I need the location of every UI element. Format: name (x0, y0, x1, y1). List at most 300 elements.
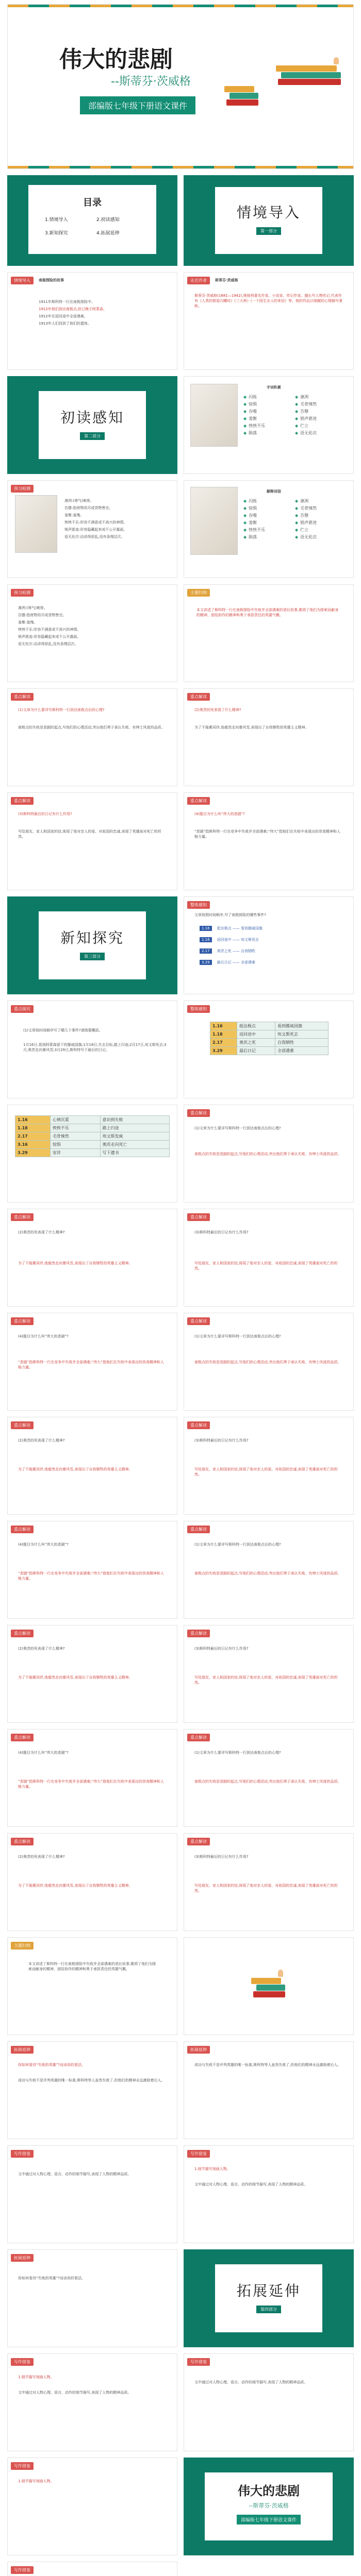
word-text: 闪烁 (249, 395, 257, 399)
toc-panel (28, 185, 156, 254)
word-item (243, 423, 265, 429)
word-text: 语无伦次 (300, 431, 317, 435)
section-new-knowledge-title: 新知探究 (60, 929, 124, 946)
list-item: 告罄:指财物用尽或货物售完。 (64, 506, 113, 510)
word-item (243, 416, 257, 421)
tree-event: 奥茨之死 —— 自我牺牲 (217, 949, 256, 953)
analysis-b1-q: (2)奥茨的死表现了什么精神? (18, 1230, 65, 1234)
list-item: 羞惭:羞愧。 (64, 513, 84, 517)
analysis-c2-q: (1)文章为什么要详写斯科特一行到达南极点后的心理? (194, 1334, 281, 1338)
bullet-icon: ◆ (243, 535, 247, 539)
analysis-four-a: “悲剧”指斯科特一行在竞争中失败并全部遇难;“伟大”指他们在失败中表现出的崇高精神和人格力量。 (194, 829, 340, 839)
table-cell: 2.17 (210, 1039, 237, 1047)
list-item: 羞惭:羞愧。 (18, 620, 38, 624)
analysis-f1-q: (2)奥茨的死表现了什么精神? (18, 1647, 65, 1651)
word-text: 羞惭 (249, 520, 257, 525)
word-text: 凛冽 (300, 499, 309, 503)
analysis-e1-slide[interactable] (7, 1521, 177, 1619)
table-cell: 1.18 (210, 1030, 237, 1039)
word-item (295, 394, 308, 400)
section-first-read-title: 初读感知 (60, 409, 124, 426)
analysis-e2-tag: 重点解读 (187, 1526, 210, 1533)
end-author: --斯蒂芬·茨威格 (249, 2502, 289, 2509)
word-item (243, 534, 257, 540)
toc-item-3[interactable]: 3.新知探究 (45, 231, 68, 236)
extend1b-slide[interactable] (184, 2041, 354, 2139)
word-item (243, 505, 257, 511)
analysis-g2-slide[interactable] (184, 1729, 354, 1827)
word-text: 陨落 (249, 535, 257, 539)
analysis-h1-tag: 重点解读 (11, 1838, 34, 1845)
table-cell: 踏上归途 (100, 1124, 169, 1132)
analysis-two-slide[interactable] (184, 688, 354, 786)
analysis-f1-slide[interactable] (7, 1625, 177, 1723)
words1-slide[interactable] (184, 376, 354, 474)
table-cell: 看到挪威国旗 (275, 1022, 329, 1030)
intro-line-4: 1913年人们找到了他们的遗体。 (39, 321, 91, 326)
word-text: 凛冽 (300, 395, 309, 399)
list-item: 销声匿迹:形容隐藏起来或不公开露面。 (64, 528, 127, 532)
analysis-f1-a: 为了不拖累同伴,他毅然走向暴风雪,表现出了自我牺牲的英雄主义精神。 (18, 1675, 133, 1680)
extend2b-a: 文中通过对人物心理、语言、动作的细节描写,表现了人物的精神品质。 (194, 2182, 308, 2187)
extend-art-slide[interactable] (7, 2249, 177, 2347)
explore-q2-slide[interactable] (184, 1105, 354, 1202)
bullet-icon: ◆ (295, 423, 299, 428)
explore-q1-q: (1)文章按时间顺序写了哪几个事件?请简要概括。 (23, 1028, 103, 1032)
analysis-b2-slide[interactable] (184, 1209, 354, 1307)
exercise-slide[interactable] (7, 584, 177, 682)
word-text: 毛骨悚然 (300, 402, 317, 406)
bullet-icon: ◆ (295, 506, 299, 511)
cover-top-stripe (8, 5, 353, 7)
analysis-g1-tag: 重点解读 (11, 1734, 34, 1741)
analysis-g2-a: 南极点的失败是悲剧的起点,写他们的心理活动,突出他们勇于承认失败、有绅士风度的品质。 (194, 1780, 341, 1784)
section-extension-slide[interactable] (184, 2249, 354, 2347)
analysis-c1-q: (4)题目为什么叫“伟大的悲剧”? (18, 1334, 69, 1338)
table-cell: 抵达极点 (237, 1022, 275, 1030)
analysis-h1-a: 为了不拖累同伴,他毅然走向暴风雪,表现出了自我牺牲的英雄主义精神。 (18, 1884, 133, 1888)
bullet-icon: ◆ (295, 535, 299, 539)
tree-event: 返回途中 —— 埃文斯死去 (217, 938, 259, 942)
cover-slide[interactable] (7, 4, 354, 169)
write-b-slide[interactable] (184, 2353, 354, 2451)
analysis-three-a: 写给朋友、家人和国家的信,体现了他对亲人的爱、对祖国的忠诚,表现了英雄面对死亡的坦然。 (18, 829, 161, 839)
analysis-f1-tag: 重点解读 (11, 1630, 34, 1637)
section-intro-title: 情境导入 (236, 204, 301, 221)
table-cell: 奥茨走向死亡 (100, 1141, 169, 1149)
bullet-icon: ◆ (295, 520, 299, 525)
tree-event: 抵达极点 —— 看到挪威国旗 (217, 926, 263, 930)
word-text: 毛骨悚然 (300, 506, 317, 511)
toc-item-2[interactable]: 2.初读感知 (96, 217, 120, 223)
analysis-c1-a: “悲剧”指斯科特一行在竞争中失败并全部遇难;“伟大”指他们在失败中表现出的崇高精神和人格力量。 (18, 1360, 164, 1369)
summary-art-slide[interactable] (184, 1937, 354, 2035)
analysis-f2-tag: 重点解读 (187, 1630, 210, 1637)
author-slide[interactable] (184, 272, 354, 370)
explore-q1-slide[interactable] (7, 1001, 177, 1098)
word-item (295, 430, 317, 436)
bullet-icon: ◆ (243, 528, 247, 532)
table-cell: 最后日记 (237, 1047, 275, 1055)
explore-q1-tag: 重点探究 (11, 1005, 34, 1013)
bullet-icon: ◆ (295, 431, 299, 435)
list-item: 语无伦次:话讲得很乱,没有条理层次。 (18, 642, 78, 646)
analysis-c1-slide[interactable] (7, 1313, 177, 1411)
analysis-d2-a: 写给朋友、家人和国家的信,体现了他对亲人的爱、对祖国的忠诚,表现了英雄面对死亡的坦然。 (194, 1467, 338, 1477)
analysis-b2-tag: 重点解读 (187, 1213, 210, 1221)
write-q: 1.细节描写刻画人物。 (18, 2375, 54, 2379)
exercise-list (18, 605, 168, 649)
explore-main-table (210, 1022, 329, 1055)
table-cell: 自我牺牲 (275, 1039, 329, 1047)
write-c-slide[interactable] (7, 2458, 177, 2555)
word-item (295, 409, 308, 414)
write-b-tag: 写作借鉴 (187, 2358, 210, 2366)
analysis-c2-tag: 重点解读 (187, 1317, 210, 1325)
author-tag: 走近作者 (187, 277, 210, 284)
words3-book-image (190, 487, 238, 555)
word-item (243, 409, 257, 414)
section-first-read-panel (39, 391, 146, 459)
explore-table (15, 1115, 170, 1157)
words3-slide[interactable] (184, 480, 354, 578)
summary-slide[interactable] (7, 1937, 177, 2035)
tree-date: 2.17 (200, 948, 212, 954)
summary-text: 本文讲述了斯科特一行在南极探险中失败并全部遇难的悲壮故事,歌颂了他们为探索而献身的精神、团结协作的精神和勇于承担责任的英雄气概。 (28, 1962, 156, 1971)
table-row (210, 1047, 329, 1055)
word-item (295, 534, 317, 540)
intro-line-2: 1912年他们到达南极点,但已晚于阿蒙森。 (39, 307, 107, 311)
word-text: 告罄 (300, 409, 309, 414)
table-cell: 2.17 (15, 1132, 51, 1141)
explore-main-tag: 整体感知 (187, 1005, 210, 1013)
word-item (243, 498, 257, 504)
analysis-c2-slide[interactable] (184, 1313, 354, 1411)
analysis-four-q: (4)题目为什么叫“伟大的悲剧”? (194, 812, 245, 816)
summary-tag: 主题归纳 (11, 1942, 34, 1950)
analysis-list-a: 南极点的失败是悲剧的起点,写他们的心理活动,突出他们勇于承认失败、有绅士风度的品质。 (18, 725, 165, 730)
table-row (15, 1149, 170, 1157)
analysis-d1-q: (2)奥茨的死表现了什么精神? (18, 1438, 65, 1443)
analysis-b2-q: (3)斯科特最后的日记有什么作用? (194, 1230, 249, 1234)
analysis-h1-q: (2)奥茨的死表现了什么精神? (18, 1855, 65, 1859)
table-cell: 1.16 (210, 1022, 237, 1030)
analysis-two-tag: 重点解读 (187, 693, 210, 701)
extend2-slide[interactable] (7, 2145, 177, 2243)
word-item (243, 520, 257, 526)
table-cell: 安详 (50, 1149, 100, 1157)
word-text: 语无伦次 (300, 535, 317, 539)
table-row (15, 1141, 170, 1149)
section-intro-panel (215, 187, 322, 254)
explore-q2-a: 南极点的失败是悲剧的起点,写他们的心理活动,突出他们勇于承认失败、有绅士风度的品质。 (194, 1152, 341, 1156)
bullet-icon: ◆ (243, 499, 247, 503)
word-item (243, 430, 257, 436)
word-text: 销声匿迹 (300, 520, 317, 525)
analysis-g1-q: (4)题目为什么叫“伟大的悲剧”? (18, 1751, 69, 1755)
word-text: 告罄 (300, 513, 309, 518)
words1-heading: 字词积累 (267, 385, 281, 389)
write-d-slide[interactable] (7, 2562, 177, 2576)
word-text: 惊惧 (249, 402, 257, 406)
theme-slide[interactable] (184, 584, 354, 682)
write-c-q: 1.细节描写刻画人物。 (18, 2479, 54, 2483)
bullet-icon: ◆ (243, 402, 247, 406)
write-tag: 写作借鉴 (11, 2358, 34, 2366)
analysis-c1-tag: 重点解读 (11, 1317, 34, 1325)
section-intro-slide[interactable] (184, 175, 354, 266)
list-item: 怏怏不乐:形容不满意或不高兴的神情。 (18, 628, 81, 632)
table-row (210, 1030, 329, 1039)
word-text: 怏怏不乐 (249, 528, 266, 532)
cover-books-illustration (276, 25, 343, 87)
analysis-list-tag: 重点解读 (11, 693, 34, 701)
analysis-three-q: (3)斯科特最后的日记有什么作用? (18, 812, 72, 816)
analysis-h2-tag: 重点解读 (187, 1838, 210, 1845)
analysis-three-tag: 重点解读 (11, 797, 34, 805)
explore-tree-heading: 文章按照时间顺序,写了南极探险的哪些事件? (194, 913, 266, 917)
analysis-f2-q: (3)斯科特最后的日记有什么作用? (194, 1647, 249, 1651)
word-text: 销声匿迹 (300, 416, 317, 421)
word-item (295, 513, 308, 518)
bullet-icon: ◆ (243, 423, 247, 428)
tree-node (200, 937, 259, 942)
tree-node (200, 926, 262, 931)
extend1-a: 成功与失败不是评判英雄的唯一标准,斯科特等人虽然失败了,但他们的精神永远激励着后人。 (18, 2078, 165, 2082)
analysis-g1-slide[interactable] (7, 1729, 177, 1827)
table-cell: 怏怏不乐 (50, 1124, 100, 1132)
tree-date: 3.29 (200, 960, 212, 965)
list-item: 凛冽:(寒气)刺骨。 (18, 606, 47, 610)
write-d-tag: 写作借鉴 (11, 2566, 34, 2574)
analysis-f2-slide[interactable] (184, 1625, 354, 1723)
bullet-icon: ◆ (243, 520, 247, 525)
table-cell: 写下遗书 (100, 1149, 169, 1157)
extend1b-tag: 拓展延伸 (187, 2046, 210, 2054)
analysis-e2-q: (1)文章为什么要详写斯科特一行到达南极点后的心理? (194, 1543, 281, 1547)
exercise-tag: 预习检测 (11, 589, 34, 597)
word-item (243, 527, 265, 533)
bullet-icon: ◆ (243, 506, 247, 511)
intro-tag: 情境导入 (11, 277, 34, 284)
words2-slide[interactable] (7, 480, 177, 578)
table-cell: 意识到失败 (100, 1116, 169, 1124)
word-text: 伫立 (300, 528, 309, 532)
bullet-icon: ◆ (295, 395, 299, 399)
word-item (295, 505, 317, 511)
analysis-d2-slide[interactable] (184, 1417, 354, 1515)
words1-book-image (190, 384, 238, 447)
analysis-e1-tag: 重点解读 (11, 1526, 34, 1533)
list-item: 怏怏不乐:形容不满意或不高兴的神情。 (64, 520, 127, 524)
analysis-c2-a: 南极点的失败是悲剧的起点,写他们的心理活动,突出他们勇于承认失败、有绅士风度的品质。 (194, 1360, 341, 1364)
table-row (15, 1116, 170, 1124)
word-text: 惊惧 (249, 506, 257, 511)
section-intro-sub: 第一部分 (256, 227, 281, 235)
word-text: 闪烁 (249, 499, 257, 503)
words2-tag: 预习检测 (11, 485, 34, 493)
intro-line-1: 1911年斯科特一行在南极探险中。 (39, 300, 95, 304)
extend2-a: 文中通过对人物心理、语言、动作的细节描写,表现了人物的精神品质。 (18, 2172, 132, 2176)
analysis-d1-slide[interactable] (7, 1417, 177, 1515)
analysis-e2-slide[interactable] (184, 1521, 354, 1619)
list-item: 告罄:指财物用尽或货物售完。 (18, 613, 67, 617)
intro-text-slide[interactable] (7, 272, 177, 370)
extend1-tag: 拓展延伸 (11, 2046, 34, 2054)
explore-q2-tag: 重点解读 (187, 1109, 210, 1117)
section-extension-title: 拓展延伸 (236, 2282, 301, 2299)
analysis-list-slide[interactable] (7, 688, 177, 786)
bullet-icon: ◆ (243, 431, 247, 435)
bullet-icon: ◆ (243, 513, 247, 518)
analysis-e1-q: (4)题目为什么叫“伟大的悲剧”? (18, 1543, 69, 1547)
word-text: 羞惭 (249, 416, 257, 421)
tree-node (200, 948, 255, 954)
explore-q1-a: 1月16日,看到阿蒙森留下的挪威国旗;1月18日,失去目标,踏上归途;2月17日,埃文斯死去;3月,奥茨走向暴风雪;3月29日,斯科特写下最后的日记。 (23, 1043, 167, 1052)
list-item: 语无伦次:话讲得很乱,没有条理层次。 (64, 535, 125, 539)
table-row (210, 1022, 329, 1030)
table-row (210, 1039, 329, 1047)
table-cell: 毛骨悚然 (50, 1132, 100, 1141)
word-item (295, 423, 308, 429)
analysis-b1-slide[interactable] (7, 1209, 177, 1307)
word-text: 怏怏不乐 (249, 423, 266, 428)
analysis-h2-slide[interactable] (184, 1833, 354, 1931)
bullet-icon: ◆ (295, 402, 299, 406)
section-new-knowledge-panel (39, 911, 146, 979)
author-text: 斯蒂芬·茨威格(1881—1942),奥地利著名作家、小说家、传记作家。擅长写人物传记,代表作有《人类的群星闪耀时》《三大师》《一个陌生女人的来信》等。他的作品以细腻的心理描写著称。 (194, 294, 342, 308)
write-c-tag: 写作借鉴 (11, 2462, 34, 2470)
analysis-b1-a: 为了不拖累同伴,他毅然走向暴风雪,表现出了自我牺牲的英雄主义精神。 (18, 1261, 133, 1265)
cover-books-small (224, 77, 260, 108)
extend2b-slide[interactable] (184, 2145, 354, 2243)
write-a: 文中通过对人物心理、语言、动作的细节描写,表现了人物的精神品质。 (18, 2391, 132, 2395)
table-cell: 1.16 (15, 1116, 51, 1124)
toc-item-4[interactable]: 4.拓展延伸 (96, 231, 120, 236)
write-slide[interactable] (7, 2353, 177, 2451)
analysis-four-slide[interactable] (184, 792, 354, 890)
analysis-list-q: (1)文章为什么要详写斯科特一行到达南极点后的心理? (18, 708, 105, 712)
analysis-two-q: (2)奥茨的死表现了什么精神? (194, 708, 241, 712)
toc-title: 目录 (83, 197, 102, 208)
word-item (295, 416, 317, 421)
analysis-two-a: 为了不拖累同伴,他毅然走向暴风雪,表现出了自我牺牲的英雄主义精神。 (194, 725, 309, 730)
analysis-g1-a: “悲剧”指斯科特一行在竞争中失败并全部遇难;“伟大”指他们在失败中表现出的崇高精神和人格力量。 (18, 1780, 164, 1789)
table-row (15, 1124, 170, 1132)
analysis-h1-slide[interactable] (7, 1833, 177, 1931)
bullet-icon: ◆ (243, 416, 247, 421)
tree-date: 1.18 (200, 937, 212, 942)
tree-event: 最后日记 —— 全部遇难 (217, 960, 256, 964)
list-item: 销声匿迹:形容隐藏起来或不公开露面。 (18, 635, 81, 639)
bullet-icon: ◆ (295, 409, 299, 414)
intro-heading: 南极探险的故事 (39, 278, 64, 282)
explore-q2-q: (1)文章为什么要详写斯科特一行到达南极点后的心理? (194, 1126, 281, 1130)
explore-tree-tag: 整体感知 (187, 901, 210, 909)
table-cell: 3.29 (15, 1149, 51, 1157)
bullet-icon: ◆ (295, 416, 299, 421)
extend1-slide[interactable] (7, 2041, 177, 2139)
analysis-e1-a: “悲剧”指斯科特一行在竞争中失败并全部遇难;“伟大”指他们在失败中表现出的崇高精神和人格力量。 (18, 1571, 164, 1581)
extend-art-a: 你如何看待“失败的英雄”?谈谈你的看法。 (18, 2276, 85, 2280)
analysis-b2-a: 写给朋友、家人和国家的信,体现了他对亲人的爱、对祖国的忠诚,表现了英雄面对死亡的坦然。 (194, 1261, 338, 1270)
end-title: 伟大的悲剧 (238, 2484, 300, 2498)
words3-heading: 解释词语 (267, 489, 281, 494)
explore-main-table-slide[interactable] (184, 1001, 354, 1098)
author-heading: 斯蒂芬·茨威格 (215, 278, 238, 282)
end-edition: 部编版七年级下册语文课件 (237, 2515, 301, 2524)
word-item (295, 520, 317, 526)
word-text: 吞噬 (249, 513, 257, 518)
explore-tree-slide[interactable] (184, 896, 354, 994)
table-cell: 返回途中 (237, 1030, 275, 1039)
table-cell: 3.29 (210, 1047, 237, 1055)
extend1-q: 你如何看待“失败的英雄”?谈谈你的看法。 (18, 2063, 85, 2067)
analysis-d2-q: (3)斯科特最后的日记有什么作用? (194, 1438, 249, 1443)
cover-author: --斯蒂芬·茨威格 (111, 75, 191, 88)
cover-bottom-stripe (8, 166, 353, 168)
bullet-icon: ◆ (243, 395, 247, 399)
section-first-read-slide[interactable] (7, 376, 177, 474)
cover-edition: 部编版七年级下册语文课件 (80, 96, 195, 114)
tree-node (200, 960, 255, 965)
toc-slide[interactable] (7, 175, 177, 266)
bullet-icon: ◆ (295, 499, 299, 503)
summary-books-illustration (251, 1969, 287, 1999)
section-extension-panel (215, 2264, 322, 2332)
theme-tag: 主题归纳 (187, 589, 210, 597)
word-item (243, 394, 257, 400)
analysis-d2-tag: 重点解读 (187, 1421, 210, 1429)
section-first-read-sub: 第二部分 (80, 432, 105, 440)
list-item: 凛冽:(寒气)刺骨。 (64, 499, 94, 503)
analysis-g2-tag: 重点解读 (187, 1734, 210, 1741)
explore-table-slide[interactable] (7, 1105, 177, 1202)
table-cell: 惊惧 (50, 1141, 100, 1149)
analysis-h2-q: (3)斯科特最后的日记有什么作用? (194, 1855, 249, 1859)
word-item (295, 401, 317, 407)
words2-book-image (15, 495, 57, 553)
section-extension-sub: 第四部分 (256, 2306, 281, 2313)
word-item (243, 401, 257, 407)
analysis-b1-tag: 重点解读 (11, 1213, 34, 1221)
analysis-e2-a: 南极点的失败是悲剧的起点,写他们的心理活动,突出他们勇于承认失败、有绅士风度的品质。 (194, 1571, 341, 1575)
word-item (295, 527, 308, 533)
section-new-knowledge-slide[interactable] (7, 896, 177, 994)
word-text: 吞噬 (249, 409, 257, 414)
words2-list (64, 498, 173, 541)
word-item (295, 498, 308, 504)
analysis-four-tag: 重点解读 (187, 797, 210, 805)
word-item (243, 513, 257, 518)
section-new-knowledge-sub: 第三部分 (80, 953, 105, 960)
table-cell: 心情沉重 (50, 1116, 100, 1124)
toc-item-1[interactable]: 1.情境导入 (45, 217, 68, 223)
table-row (15, 1132, 170, 1141)
analysis-three-slide[interactable] (7, 792, 177, 890)
end-slide[interactable] (184, 2458, 354, 2555)
write-b-a: 文中通过对人物心理、语言、动作的细节描写,表现了人物的精神品质。 (194, 2380, 308, 2384)
analysis-d1-tag: 重点解读 (11, 1421, 34, 1429)
extend2b-tag: 写作借鉴 (187, 2150, 210, 2158)
bullet-icon: ◆ (295, 513, 299, 518)
bullet-icon: ◆ (295, 528, 299, 532)
table-cell: 全部遇难 (275, 1047, 329, 1055)
table-cell: 3.16 (15, 1141, 51, 1149)
cover-title: 伟大的悲剧 (59, 46, 173, 73)
bullet-icon: ◆ (243, 409, 247, 414)
extend2-tag: 写作借鉴 (11, 2150, 34, 2158)
